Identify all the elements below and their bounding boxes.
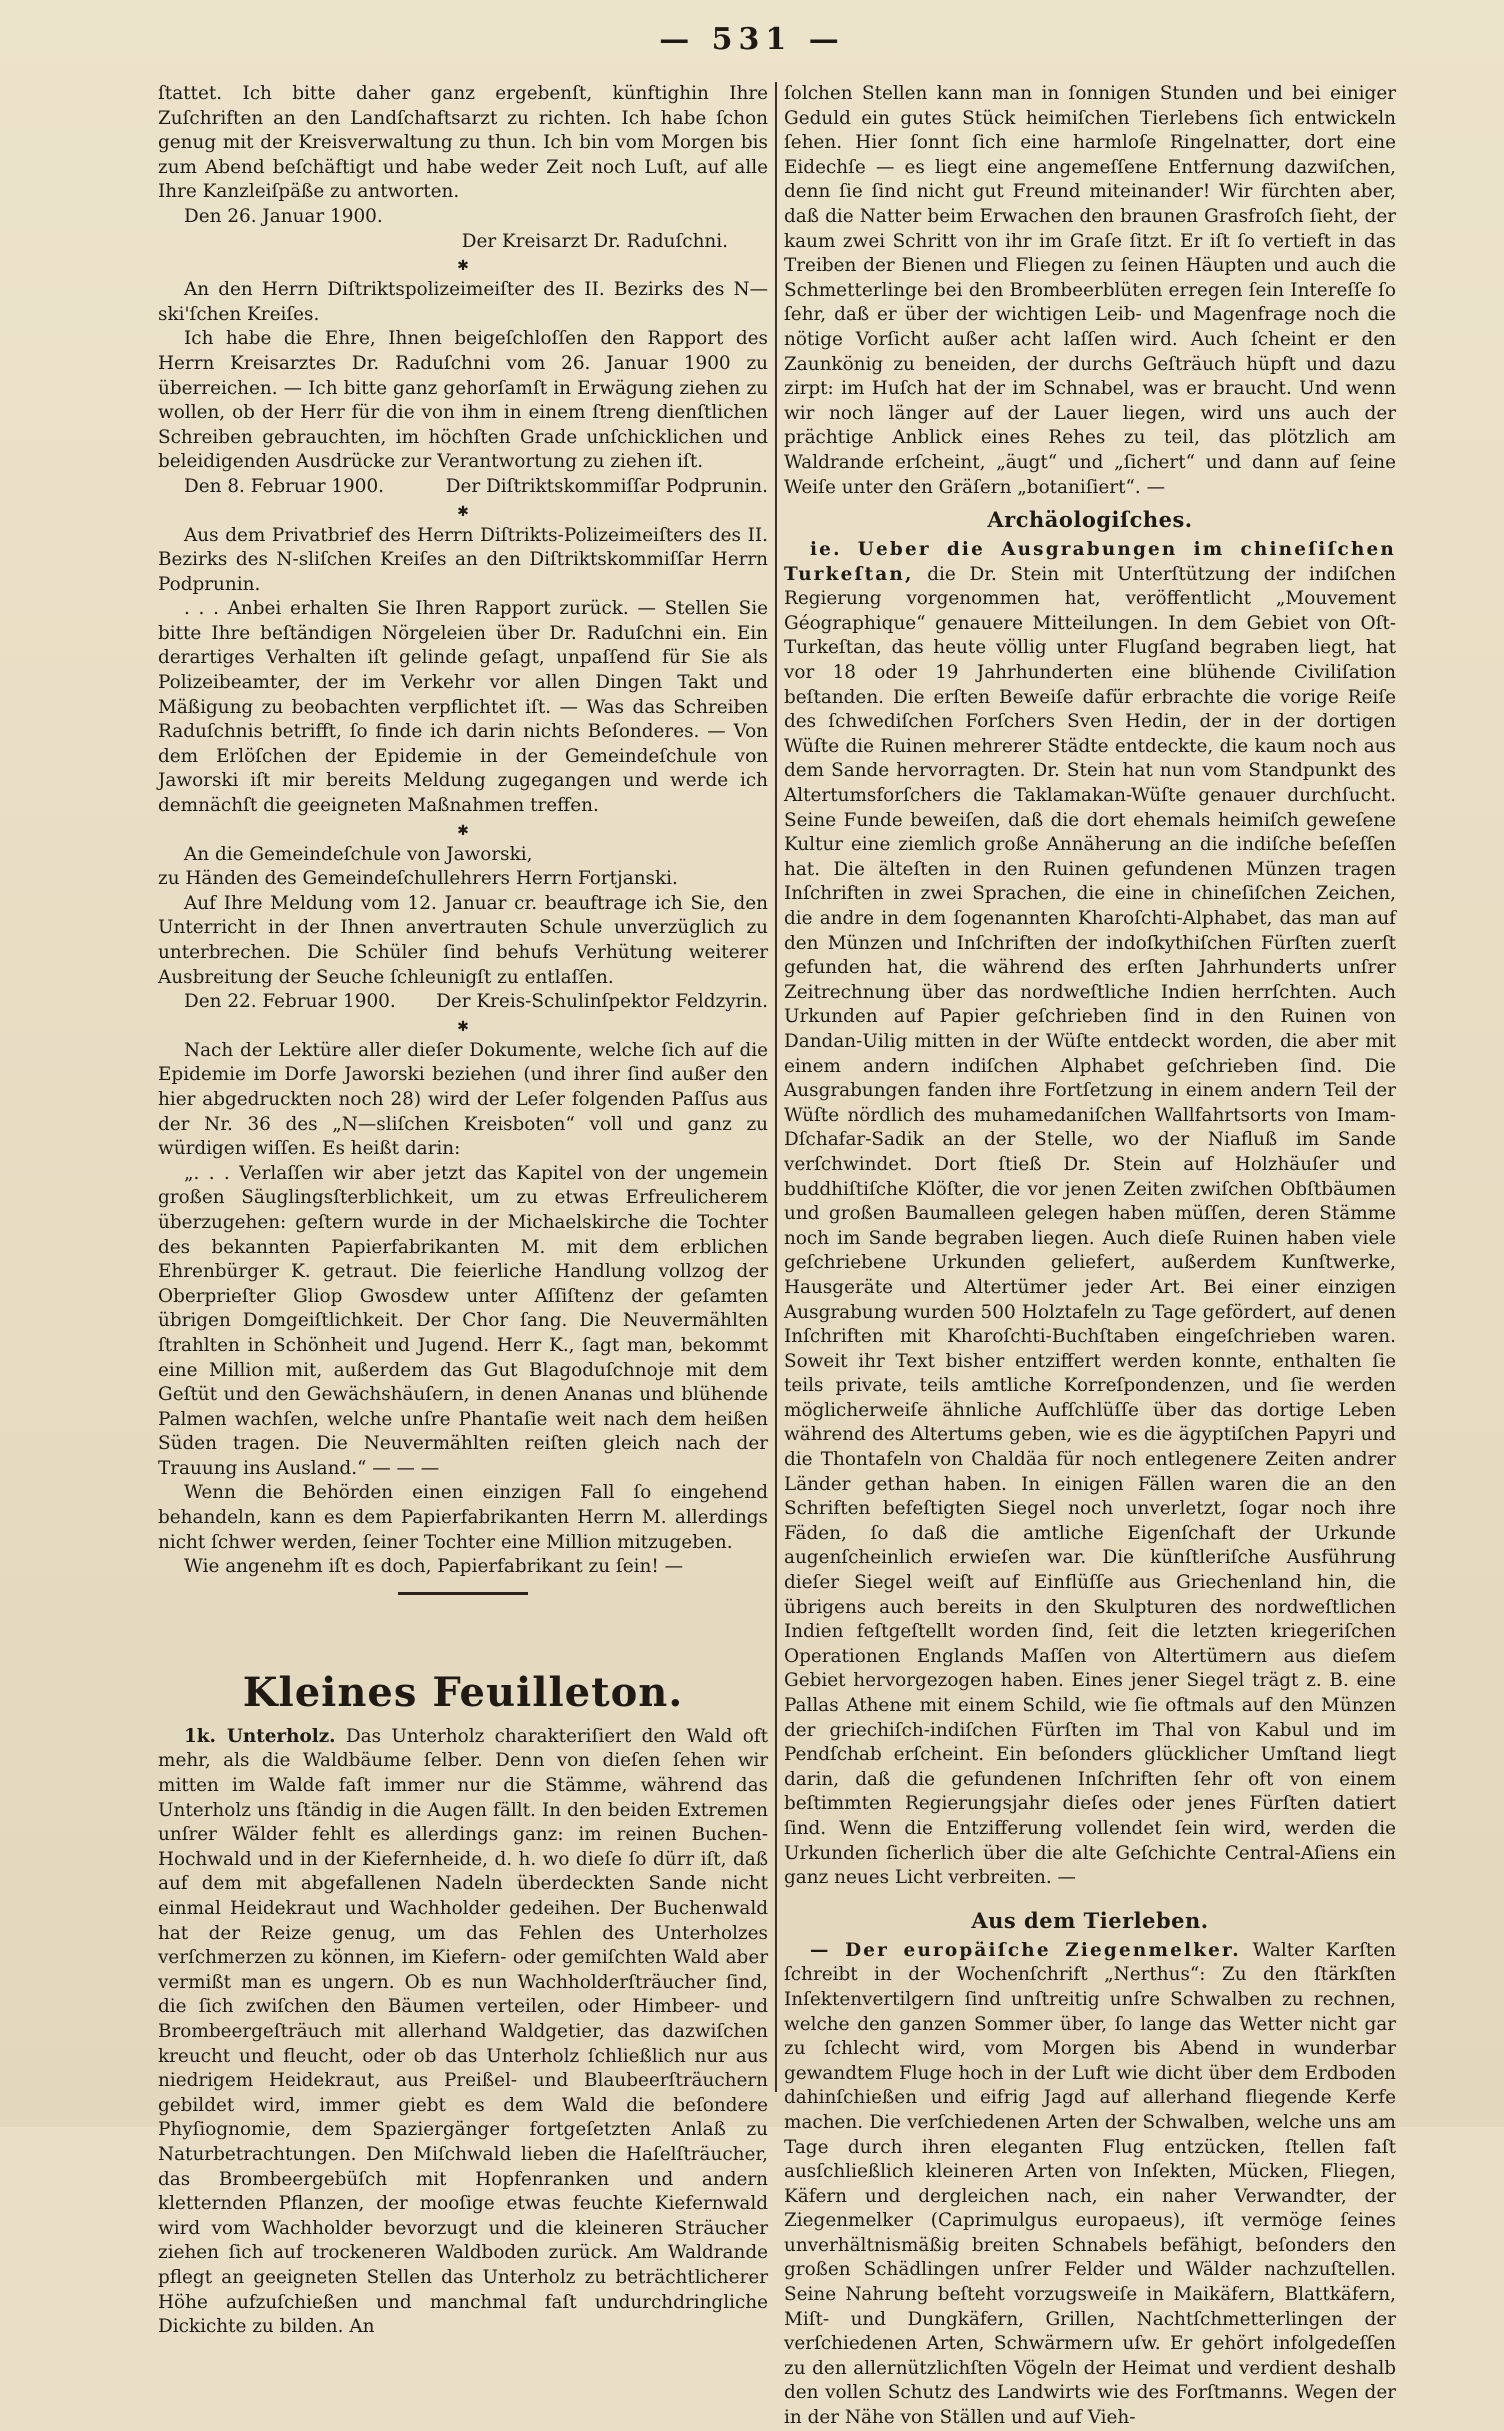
signature: Der Kreisarzt Dr. Raduſchni.	[461, 230, 728, 252]
dateline: Den 26. Januar 1900.	[184, 205, 383, 227]
right-column	[784, 82, 1396, 2429]
separator-asterisk-icon: ✱	[457, 822, 469, 839]
date-signature-row	[158, 990, 768, 1015]
paragraph: Wenn die Behörden einen einzigen Fall ſo eingehend behandeln, kann es dem Papierfabrikanten Herrn M. allerdings nicht ſchwer werden, ſeiner Tochter eine Million mitzugeben.	[158, 1482, 768, 1553]
date-signature-row	[158, 475, 768, 500]
spacer	[784, 1891, 1396, 1901]
article-text: die Dr. Stein mit Unterſtützung der indiſchen Regierung vorgenommen hat, veröffentlicht „Mouvement Géographique“ genauere Mitteilungen. In dem Gebiet von Oſt-Turkeſtan, das heute völlig unter Flugſand begraben liegt, hat vor 18 oder 19 Jahrhunderten eine blühende Civiliſation beſtanden. Die erſten Beweiſe dafür erbrachte die vorige Reiſe des ſchwediſchen Forſchers Sven Hedin, der in der dortigen Wüſte die Ruinen mehrerer Städte entdeckte, die kaum noch aus dem Sande hervorragten. Dr. Stein hat nun vom Standpunkt des Altertumsforſchers die Taklamakan-Wüſte genauer durchſucht. Seine Funde beweiſen, daß die dort ehemals heimiſch geweſene Kultur eine ziemlich große Annäherung an die indiſche beſeſſen hat. Die älteſten in den Ruinen gefundenen Münzen tragen Inſchriften in zwei Sprachen, die eine in chineſiſchen Zeichen, die andre in dem ſogenannten Kharoſchti-Alphabet, das man auf den Münzen und Inſchriften der indoſkythiſchen Fürſten zuerſt gefunden hat, die während des erſten Jahrhunderts unſrer Zeitrechnung über das nordweſtliche Indien herrſchten. Auch Urkunden auf Papier geſchrieben ſind in den Ruinen von Dandan-Uilig mitten in der Wüſte entdeckt worden, die aber mit einem andern indiſchen Alphabet geſchrieben ſind. Die Ausgrabungen fanden ihre Fortſetzung in einem andern Teil der Wüſte nördlich des muhamedaniſchen Wallfahrtsorts von Imam-Dſchafar-Sadik an der Stelle, wo der Niafluß im Sande verſchwindet. Dort ſtieß Dr. Stein auf Holzhäuſer und buddhiſtiſche Klöſter, die vor jenen Zeiten zwiſchen Obſtbäumen und großen Baumalleen gelegen haben müſſen, deren Stämme noch im Sande begraben liegen. Auch dieſe Ruinen haben viele geſchriebene Urkunden geliefert, außerdem Kunſtwerke, Hausgeräte und Altertümer jeder Art. Bei einer einzigen Ausgrabung wurden 500 Holztafeln zu Tage gefördert, auf denen Inſchriften mit Kharoſchti-Buchſtaben eingeſchrieben waren. Soweit ihr Text bisher entziffert werden konnte, enthalten ſie teils private, teils amtliche Korreſpondenzen, und ſie werden möglicherweiſe ähnliche Aufſchlüſſe über das dortige Leben während des Altertums geben, wie es die ägyptiſchen Papyri und die Thontafeln von Chaldäa für noch entlegenere Zeiten andrer Länder gethan haben. In einigen Fällen waren die an den Schriften befeſtigten Siegel noch unverletzt, ſogar noch ihre Fäden, ſo daß die amtliche Eigenſchaft der Urkunde augenſcheinlich erwieſen war. Die künſtleriſche Ausführung dieſer Siegel weiſt auf Einflüſſe aus Griechenland hin, die übrigens auch bereits in den Skulpturen des nordweſtlichen Indien feſtgeſtellt worden ſind, ſeit die letzten kriegeriſchen Operationen Englands Maſſen von Altertümern aus dieſem Gebiet hervorgezogen haben. Eines jener Siegel trägt z. B. eine Pallas Athene mit einem Schild, wie ſie oftmals auf den Münzen der griechiſch-indiſchen Fürſten im Thal von Kabul und im Pendſchab erſcheint. Ein beſonders glücklicher Umſtand liegt darin, daß die gefundenen Inſchriften ſehr oft von einem beſtimmten Regierungsjahr dieſes oder jenes Fürſten datiert ſind. Wenn die Entzifferung vollendet ſein wird, werden die Urkunden ſicherlich über die alte Geſchichte Central-Aſiens ein ganz neues Licht verbreiten. —	[784, 563, 1396, 1889]
page-number: — 531 —	[659, 22, 845, 57]
quoted-paragraph: „. . . Verlaſſen wir aber jetzt das Kapitel von der ungemein großen Säuglingsſterblichkeit, um zu etwas Erfreulicherem überzugehen: geſtern wurde in der Michaelskirche die Tochter des bekannten Papierfabrikanten M. mit dem erblichen Ehrenbürger K. getraut. Die feierliche Handlung vollzog der Oberprieſter Gliop Gwosdew unter Aſſiſtenz der geſamten übrigen Domgeiſtlichkeit. Der Chor ſang. Die Neuvermählten ſtrahlten in Schönheit und Jugend. Herr K., ſagt man, bekommt eine Million mit, außerdem das Gut Blagoduſchnoje mit dem Geſtüt und den Gewächshäuſern, in denen Ananas und blühende Palmen wachſen, welche unſre Phantaſie weit nach dem heißen Süden tragen. Die Neuvermählten reiſten gleich nach der Trauung ins Ausland.“ — — —	[158, 1162, 768, 1479]
address: An die Gemeindeſchule von Jaworski,	[184, 843, 533, 865]
article-text: Walter Karſten ſchreibt in der Wochenſchrift „Nerthus“: Zu den ſtärkſten Inſektenvertilgern ſind unſtreitig unſre Schwalben zu rechnen, welche den ganzen Sommer über, ſo lange das Wetter nicht gar zu ſchlecht wird, vom Morgen bis Abend in wunderbar gewandtem Fluge hoch in der Luft wie dicht über dem Erdboden dahinſchießen und eifrig Jagd auf allerhand fliegende Kerfe machen. Die verſchiedenen Arten der Schwalben, welche uns am Tage durch ihren eleganten Flug entzücken, ſtellen faſt ausſchließlich kleineren Arten von Inſekten, Mücken, Fliegen, Käfern und dergleichen nach, ein naher Verwandter, der Ziegenmelker (Caprimulgus europaeus), iſt vermöge ſeines unverhältnismäßig breiten Schnabels befähigt, beſonders den großen Schädlingen unſrer Felder und Wälder nachzuſtellen. Seine Nahrung beſteht vorzugsweiſe in Maikäfern, Blattkäfern, Miſt- und Dungkäfern, Grillen, Nachtſchmetterlingen der verſchiedenen Arten, Schwärmern uſw. Er gehört infolgedeſſen zu den allernützlichſten Vögeln der Heimat und verdient deshalb den vollen Schutz des Landwirts wie des Forſtmanns. Wegen der in der Nähe von Ställen und auf Vieh-	[784, 1939, 1396, 2429]
paragraph: ſtattet. Ich bitte daher ganz ergebenſt, künftighin Ihre Zuſchriften an den Landſchaftsarzt zu richten. Ich habe ſchon genug mit der Kreisverwaltung zu thun. Ich bin vom Morgen bis zum Abend beſchäftigt und habe weder Zeit noch Luſt, auf alle Ihre Kanzleiſpäße zu antworten.	[158, 83, 768, 203]
left-column	[158, 82, 768, 2338]
paragraph: ſolchen Stellen kann man in ſonnigen Stunden und bei einiger Geduld ein gutes Stück heimiſchen Tierlebens ſich entwickeln ſehen. Hier ſonnt ſich eine harmloſe Ringelnatter, dort eine Eidechſe — es liegt eine angemeſſene Entfernung dazwiſchen, denn ſie ſind nicht gut Freund miteinander! Wir fürchten aber, daß die Natter beim Erwachen den braunen Grasfroſch ſieht, der kaum zwei Schritt von ihr im Graſe ſitzt. Er iſt ſo vertieft in das Treiben der Bienen und Fliegen zu ſeinen Häupten und auch die Schmetterlinge bei den Brombeerblüten erregen ſein Intereſſe ſo ſehr, daß er über der wichtigen Leib- und Magenfrage noch die nötige Vorſicht außer acht laſſen wird. Auch ſcheint er den Zaunkönig zu beneiden, der durchs Geſträuch hüpft und dazu zirpt: im Huſch hat der im Schnabel, was er braucht. Und wenn wir noch länger auf der Lauer liegen, wird uns auch der prächtige Anblick eines Rehes zu teil, das plötzlich am Waldrande erſcheint, „äugt“ und „ſichert“ und dann auf ſeine Weiſe unter den Gräſern „botaniſiert“. —	[784, 83, 1396, 498]
archaeology-article	[784, 538, 1396, 1891]
separator-asterisk-icon: ✱	[457, 1018, 469, 1035]
paragraph: . . . Anbei erhalten Sie Ihren Rapport zurück. — Stellen Sie bitte Ihre beſtändigen Nörgeleien über Dr. Raduſchni ein. Ein derartiges Verhalten iſt gelinde geſagt, unpaſſend für Sie als Polizeibeamter, der im Verkehr vor allen Dingen Takt und Mäßigung zu beobachten verpflichtet iſt. — Was das Schreiben Raduſchnis betrifft, ſo finde ich darin nichts Beſonderes. — Von dem Erlöſchen der Epidemie in der Gemeindeſchule von Jaworski iſt mir bereits Meldung zugegangen und werde ich demnächſt die geeigneten Maßnahmen treffen.	[158, 598, 768, 817]
paragraph: Auf Ihre Meldung vom 12. Januar cr. beauftrage ich Sie, den Unterricht in der Ihnen anvertrauten Schule unverzüglich zu unterbrechen. Die Schüler ſind behufs Verhütung weiterer Ausbreitung der Seuche ſchleunigſt zu entlaſſen.	[158, 892, 768, 988]
feuilleton-article	[158, 1725, 768, 2340]
address: Aus dem Privatbrief des Herrn Diſtrikts-Polizeimeiſters des II. Bezirks des N-sliſchen Kreiſes an den Diſtriktskommiſſar Herrn Podprunin.	[158, 524, 768, 595]
section-heading-archaeology: Archäologiſches.	[987, 507, 1193, 533]
section-divider	[398, 1592, 528, 1595]
column-divider	[775, 82, 777, 2092]
paragraph: Ich habe die Ehre, Ihnen beigeſchloſſen den Rapport des Herrn Kreisarztes Dr. Raduſchni vom 26. Januar 1900 zu überreichen. — Ich bitte ganz gehorſamſt in Erwägung ziehen zu wollen, ob der Herr für die von ihm in einem ſtreng dienſtlichen Schreiben gebrauchten, im höchſten Grade unſchicklichen und beleidigenden Ausdrücke zur Verantwortung zu ziehen iſt.	[158, 328, 768, 473]
signature: Der Kreis-Schulinſpektor Feldzyrin.	[436, 991, 768, 1013]
address: zu Händen des Gemeindeſchullehrers Herrn Fortjanski.	[158, 868, 678, 890]
separator-asterisk-icon: ✱	[457, 503, 469, 520]
dateline: Den 22. Februar 1900.	[184, 991, 396, 1013]
animal-article	[784, 1939, 1396, 2431]
paragraph: Wie angenehm iſt es doch, Papierfabrikant zu ſein! —	[184, 1556, 683, 1578]
address: An den Herrn Diſtriktspolizeimeiſter des II. Bezirks des N—ski'ſchen Kreiſes.	[158, 279, 768, 325]
section-heading-animal-life: Aus dem Tierleben.	[971, 1907, 1209, 1933]
dateline: Den 8. Februar 1900.	[184, 475, 385, 497]
paragraph: Nach der Lektüre aller dieſer Dokumente, welche ſich auf die Epidemie im Dorfe Jaworski beziehen (und ihrer ſind außer den hier abgedruckten noch 28) wird der Leſer folgenden Paſſus aus der Nr. 36 des „N—sliſchen Kreisboten“ voll und ganz zu würdigen wiſſen. Es heißt darin:	[158, 1039, 768, 1160]
article-lead: — Der europäiſche Ziegenmelker.	[810, 1939, 1241, 1961]
article-text: Das Unterholz charakteriſiert den Wald oft mehr, als die Waldbäume ſelber. Denn von dieſen ſehen wir mitten im Walde faſt immer nur die Stämme, während das Unterholz uns ſtändig in die Augen fällt. In den beiden Extremen unſrer Wälder fehlt es allerdings ganz: im reinen Buchen-Hochwald und in der Kiefernheide, d. h. wo dieſe ſo dürr iſt, daß auf dem mit abgefallenen Nadeln überdeckten Sande nicht einmal Heidekraut und Wachholder gedeihen. Der Buchenwald hat der Reize genug, um das Fehlen des Unterholzes verſchmerzen zu können, im Kiefern- oder gemiſchten Wald aber vermißt man es ungern. Ob es nun Wachholderſträucher ſind, die ſich zwiſchen den Bäumen verteilen, oder Himbeer- und Brombeergeſträuch mit allerhand Waldgetier, das dazwiſchen kreucht und fleucht, oder ob das Unterholz ſchließlich nur aus niedrigem Heidekraut, aus Preißel- und Blaubeerſträuchern gebildet wird, immer giebt es dem Wald die beſondere Phyſiognomie, dem Spaziergänger fortgeſetzten Anlaß zu Naturbetrachtungen. Den Miſchwald lieben die Haſelſträucher, das Brombeergebüſch mit Hopfenranken und andern kletternden Pflanzen, der mooſige etwas feuchte Kiefernwald wird vom Wachholder bevorzugt und die kleineren Sträucher ziehen ſich auf trockeneren Waldboden zurück. Am Waldrande pflegt an geeigneten Stellen das Unterholz zu beträchtlicherer Höhe aufzuſchießen und manchmal faſt undurchdringliche Dickichte zu bilden. An	[158, 1725, 768, 2338]
article-lead: 1k. Unterholz.	[184, 1725, 336, 1747]
signature: Der Diſtriktskommiſſar Podprunin.	[445, 475, 768, 497]
separator-asterisk-icon: ✱	[457, 258, 469, 275]
feuilleton-title: Kleines Feuilleton.	[242, 1668, 684, 1716]
article-lead: ie. Ueber die Ausgrabungen im chineſiſchen Turkeſtan,	[784, 539, 1396, 585]
